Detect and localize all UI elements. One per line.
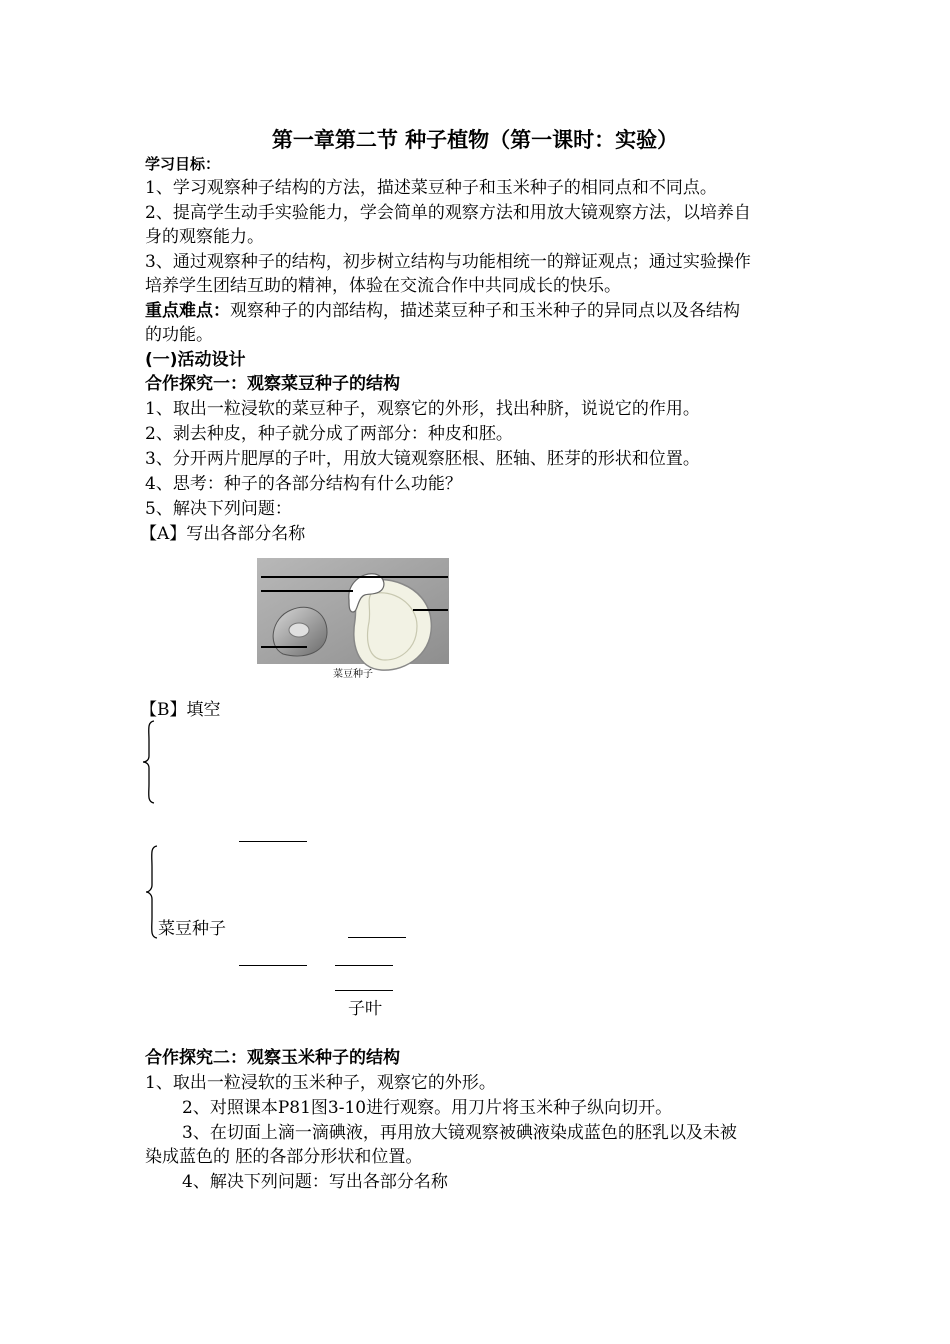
objectives-heading: 学习目标：: [145, 155, 221, 173]
page-title: 第一章第二节 种子植物（第一课时：实验）: [271, 128, 679, 152]
fill-blank-line[interactable]: [348, 937, 406, 938]
key-points-text: 观察种子的内部结构，描述菜豆种子和玉米种子的异同点以及各结构: [230, 301, 740, 321]
inquiry1-step: 1、取出一粒浸软的菜豆种子，观察它的外形，找出种脐，说说它的作用。: [145, 399, 700, 419]
inquiry1-step: 3、分开两片肥厚的子叶，用放大镜观察胚根、胚轴、胚芽的形状和位置。: [145, 449, 700, 469]
inquiry2-heading: 合作探究二：观察玉米种子的结构: [145, 1048, 400, 1068]
objective-line: 身的观察能力。: [145, 227, 264, 247]
tree-leaf-label: 子叶: [348, 999, 382, 1019]
key-points-continued: 的功能。: [145, 325, 213, 345]
fill-blank-line[interactable]: [335, 965, 393, 966]
bean-seed-diagram: [257, 556, 449, 680]
fill-blank-line[interactable]: [239, 841, 307, 842]
objective-line: 3、通过观察种子的结构，初步树立结构与功能相统一的辩证观点；通过实验操作: [145, 252, 751, 272]
inquiry1-step: 4、思考：种子的各部分结构有什么功能？: [145, 474, 462, 494]
inquiry2-step: 1、取出一粒浸软的玉米种子，观察它的外形。: [145, 1073, 496, 1093]
objective-line: 1、学习观察种子结构的方法，描述菜豆种子和玉米种子的相同点和不同点。: [145, 178, 717, 198]
objective-line: 2、提高学生动手实验能力，学会简单的观察方法和用放大镜观察方法，以培养自: [145, 203, 751, 223]
inquiry1-heading: 合作探究一：观察菜豆种子的结构: [145, 374, 400, 394]
task-b-label: 【B】填空: [140, 700, 221, 720]
key-points-label: 重点难点：: [145, 301, 230, 321]
brace-icon: [140, 720, 156, 804]
brace-icon: [143, 845, 159, 939]
fill-blank-line[interactable]: [239, 965, 307, 966]
fill-blank-line[interactable]: [335, 990, 393, 991]
inquiry2-step: 3、在切面上滴一滴碘液，再用放大镜观察被碘液染成蓝色的胚乳以及未被: [182, 1123, 737, 1143]
objective-line: 培养学生团结互助的精神，体验在交流合作中共同成长的快乐。: [145, 276, 621, 296]
inquiry2-step: 2、对照课本P81图3-10进行观察。用刀片将玉米种子纵向切开。: [182, 1098, 673, 1118]
inquiry1-step: 5、解决下列问题：: [145, 499, 292, 519]
inquiry1-step: 2、剥去种皮，种子就分成了两部分：种皮和胚。: [145, 424, 513, 444]
activity-heading: (一)活动设计: [145, 350, 246, 370]
key-points: [145, 299, 740, 323]
tree-root-label: 菜豆种子: [158, 919, 226, 939]
inquiry2-step: 4、解决下列问题：写出各部分名称: [182, 1172, 448, 1192]
figure-caption: 菜豆种子: [333, 669, 373, 680]
task-a-label: 【A】写出各部分名称: [140, 524, 306, 544]
bean-seed-figure: [257, 556, 449, 680]
inquiry2-step: 染成蓝色的 胚的各部分形状和位置。: [145, 1147, 423, 1167]
